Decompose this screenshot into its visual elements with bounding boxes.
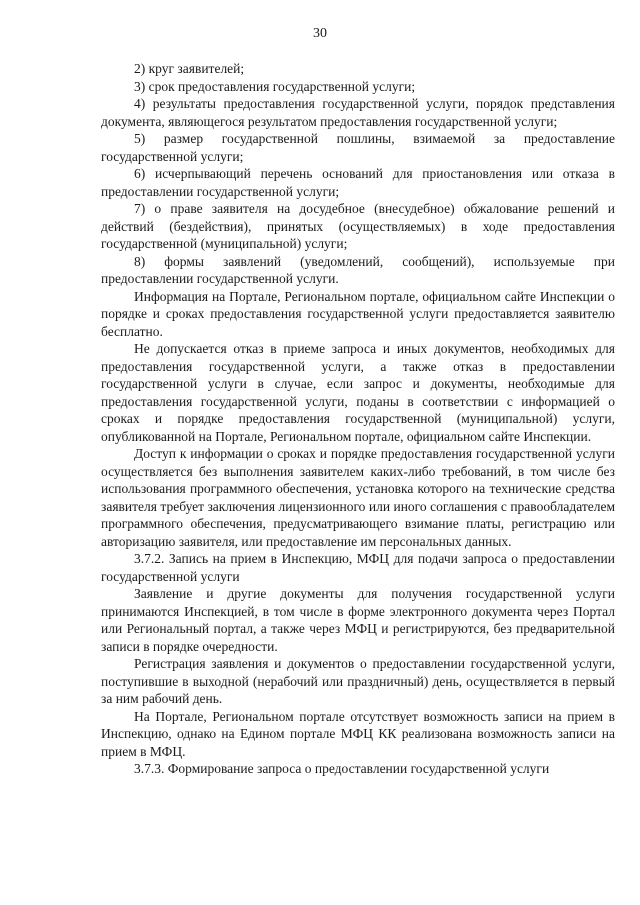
page-number: 30 (313, 26, 327, 41)
document-body (101, 60, 615, 778)
list-item-state-fee: 5) размер государственной пошлины, взимаемой за предоставление государственной услуги; (101, 131, 615, 164)
paragraph-portal-appointment: На Портале, Региональном портале отсутствует возможность записи на прием в Инспекцию, однако на Едином портале МФЦ КК реализована возможность записи на прием в МФЦ. (101, 708, 615, 759)
list-item-results: 4) результаты предоставления государственной услуги, порядок представления документа, являющегося результатом предоставления государственной услуги; (101, 96, 615, 129)
section-heading-3-7-3: 3.7.3. Формирование запроса о предоставлении государственной услуги (134, 761, 550, 776)
paragraph-acceptance: Заявление и другие документы для получения государственной услуги принимаются Инспекцией, в том числе в форме электронного документа через Портал или Региональный портал, а также через МФЦ и регистрируются, без предварительной записи в порядке очередности. (101, 586, 615, 654)
paragraph-free-access: Доступ к информации о сроках и порядке предоставления государственной услуги осуществляется без выполнения заявителем каких-либо требований, в том числе без использования программного обеспечения, установка которого на технические средства заявителя требует заключения лицензионного или иного соглашения с правообладателем программного обеспечения, предусматривающего взимание платы, регистрацию или авторизацию заявителя, или предоставление им персональных данных. (101, 446, 615, 549)
paragraph-registration: Регистрация заявления и документов о предоставлении государственной услуги, поступившие в выходной (нерабочий или праздничный) день, осуществляется в первый за ним рабочий день. (101, 656, 615, 706)
list-item-application-forms: 8) формы заявлений (уведомлений, сообщений), используемые при предоставлении государственной услуги. (101, 253, 615, 286)
list-item-appeal-right: 7) о праве заявителя на досудебное (внесудебное) обжалование решений и действий (бездействия), принятых (осуществляемых) в ходе предоставления государственной (муниципальной) услуги; (101, 201, 615, 251)
list-item-service-term: 3) срок предоставления государственной услуги; (134, 78, 416, 94)
paragraph-no-refusal: Не допускается отказ в приеме запроса и иных документов, необходимых для предоставления государственной услуги, а также отказ в предоставлении государственной услуги в случае, если запрос и документы, необходимые для предоставления государственной услуги, поданы в соответствии с информацией о сроках и порядке предоставления государственной (муниципальной) услуги, опубликованной на Портале, Региональном портале, официальном сайте Инспекции. (101, 341, 615, 444)
section-heading-3-7-2: 3.7.2. Запись на прием в Инспекцию, МФЦ для подачи запроса о предоставлении государственной услуги (101, 551, 615, 584)
list-item-applicants: 2) круг заявителей; (134, 61, 245, 76)
list-item-refusal-grounds: 6) исчерпывающий перечень оснований для приостановления или отказа в предоставлении государственной услуги; (101, 166, 615, 199)
paragraph-portal-info: Информация на Портале, Региональном портале, официальном сайте Инспекции о порядке и сроках предоставления государственной услуги предоставляется заявителю бесплатно. (101, 288, 615, 339)
